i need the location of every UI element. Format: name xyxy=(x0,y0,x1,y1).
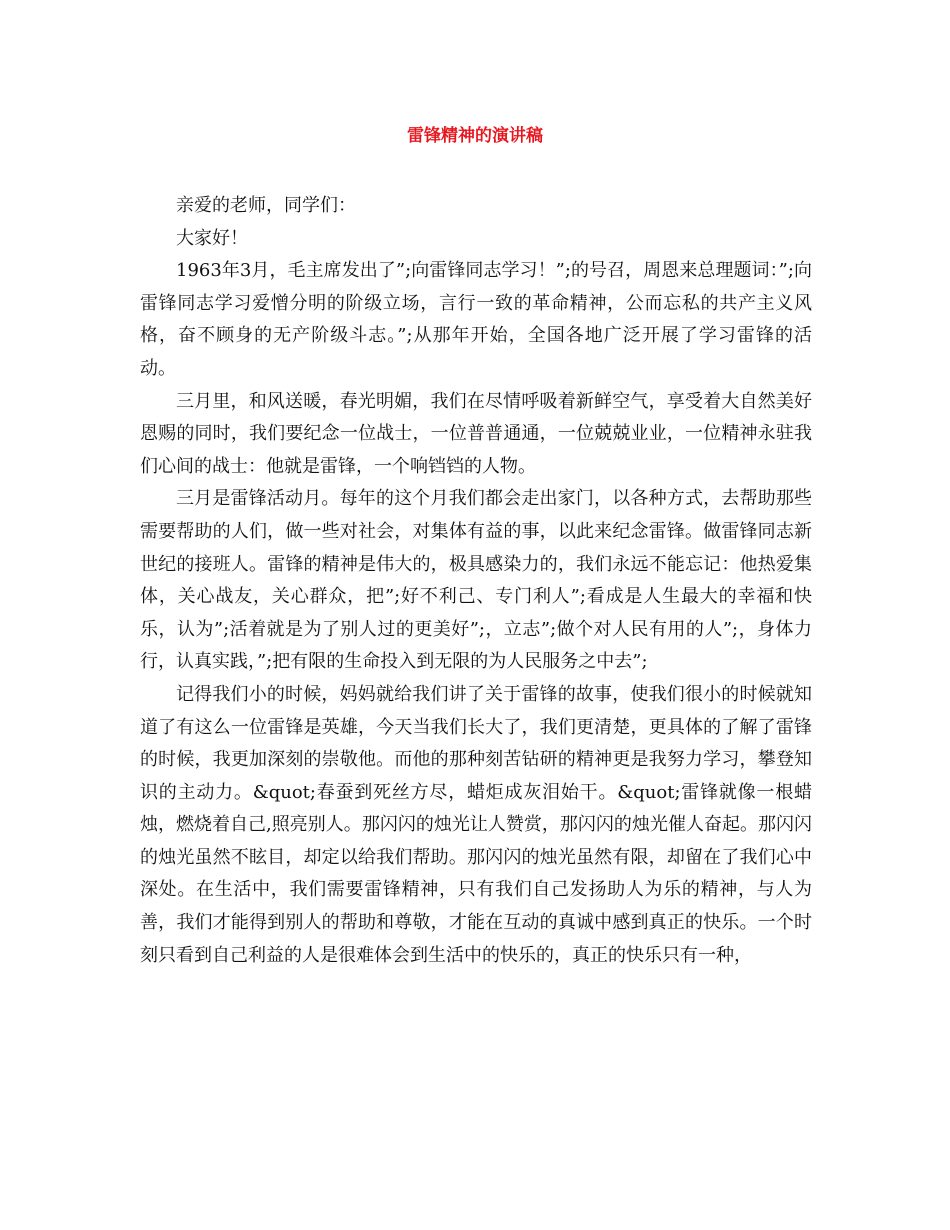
paragraph-childhood-memory: 记得我们小的时候，妈妈就给我们讲了关于雷锋的故事，使我们很小的时候就知道了有这么一位雷锋是英雄，今天当我们长大了，我们更清楚，更具体的了解了雷锋的时候，我更加深刻的崇敬他。而他的那种刻苦钻研的精神更是我努力学习，攀登知识的主动力。&quot;春蚕到死丝方尽，蜡炬成灰泪始干。&quot;雷锋就像一根蜡烛，燃烧着自己,照亮别人。那闪闪的烛光让人赞赏，那闪闪的烛光催人奋起。那闪闪的烛光虽然不眩目，却定以给我们帮助。那闪闪的烛光虽然有限，却留在了我们心中深处。在生活中，我们需要雷锋精神，只有我们自己发扬助人为乐的精神，与人为善，我们才能得到别人的帮助和尊敬，才能在互动的真诚中感到真正的快乐。一个时刻只看到自己利益的人是很难体会到生活中的快乐的，真正的快乐只有一种， xyxy=(140,683,812,966)
paragraph-march-spring: 三月里，和风送暖，春光明媚，我们在尽情呼吸着新鲜空气，享受着大自然美好恩赐的同时，我们要纪念一位战士，一位普普通通，一位兢兢业业，一位精神永驻我们心间的战士：他就是雷锋，一个响铛铛的人物。 xyxy=(140,390,812,477)
paragraph-hello: 大家好！ xyxy=(176,227,248,249)
document-title: 雷锋精神的演讲稿 xyxy=(407,126,543,146)
paragraph-greeting: 亲爱的老师，同学们： xyxy=(176,195,356,216)
paragraph-history: 1963年3月，毛主席发出了”;向雷锋同志学习！”;的号召，周恩来总理题词：”;向雷锋同志学习爱憎分明的阶级立场，言行一致的革命精神，公而忘私的共产主义风格，奋不顾身的无产阶级斗志。”;从那年开始，全国各地广泛开展了学习雷锋的活动。 xyxy=(140,260,812,379)
document-body xyxy=(140,190,812,972)
paragraph-leifeng-month: 三月是雷锋活动月。每年的这个月我们都会走出家门，以各种方式，去帮助那些需要帮助的人们，做一些对社会，对集体有益的事，以此来纪念雷锋。做雷锋同志新世纪的接班人。雷锋的精神是伟大的，极具感染力的，我们永远不能忘记：他热爱集体，关心战友，关心群众，把”;好不利己、专门利人”;看成是人生最大的幸福和快乐，认为”;活着就是为了别人过的更美好”;，立志”;做个对人民有用的人”;，身体力行，认真实践，”;把有限的生命投入到无限的为人民服务之中去”; xyxy=(140,488,812,673)
